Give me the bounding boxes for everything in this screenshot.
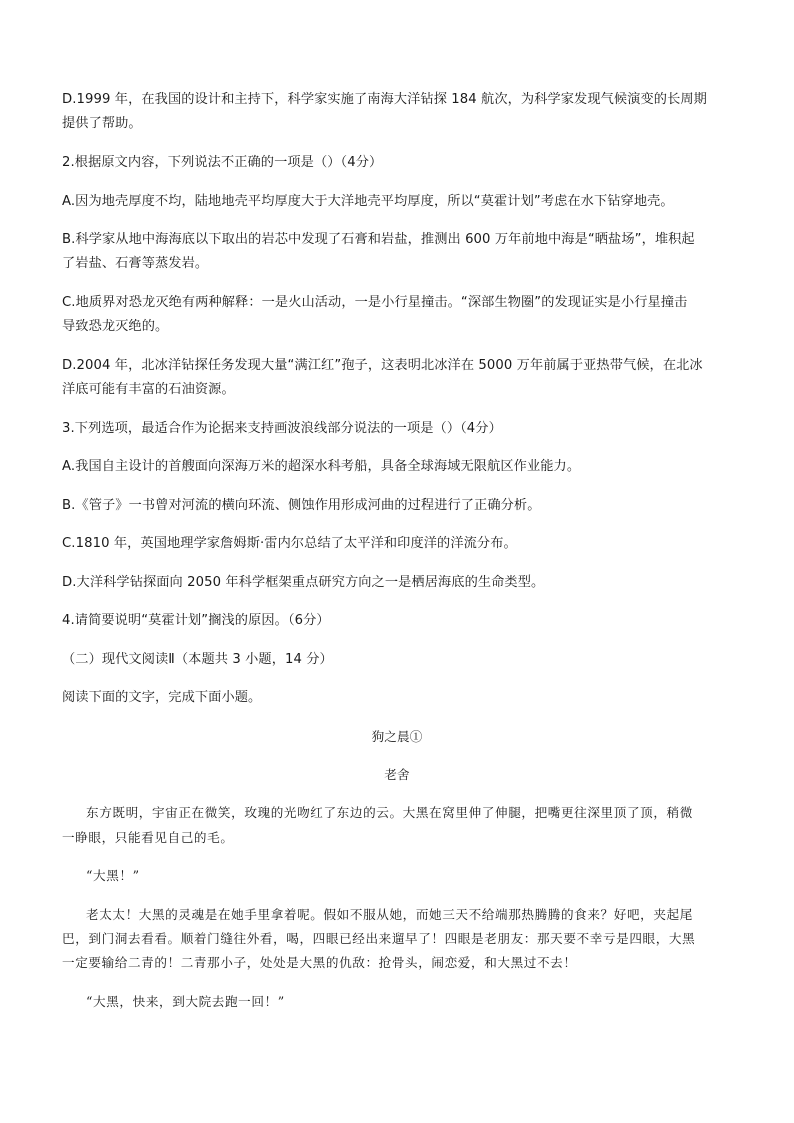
q3-option-c: C.1810 年，英国地理学家詹姆斯·雷内尔总结了太平洋和印度洋的洋流分布。: [62, 536, 517, 551]
passage-p1-line1: 东方既明，宇宙正在微笑，玫瑰的光吻红了东边的云。大黑在窝里伸了伸腿，把嘴更往深里顶了顶，稍微: [86, 805, 693, 820]
passage-author: 老舍: [384, 767, 410, 782]
passage-title: 狗之晨①: [371, 729, 423, 744]
passage-p3-line2: 巴，到门洞去看看。顺着门缝往外看，喝，四眼已经出来遛早了！四眼是老朋友：那天要不幸亏是四眼，大黑: [62, 931, 696, 946]
q3-option-d: D.大洋科学钻探面向 2050 年科学框架重点研究方向之一是栖居海底的生命类型。: [62, 575, 545, 590]
passage-p4: “大黑，快来，到大院去跑一回！”: [86, 994, 285, 1009]
passage-p1-line2: 一睁眼，只能看见自己的毛。: [62, 830, 234, 845]
q2-option-d-line2: 洋底可能有丰富的石油资源。: [62, 382, 235, 397]
section2-instruction: 阅读下面的文字，完成下面小题。: [62, 690, 262, 705]
section2-heading: （二）现代文阅读Ⅱ（本题共 3 小题，14 分）: [62, 652, 333, 667]
passage-p3-line3: 一定要输给二青的！二青那小子，处处是大黑的仇敌：抢骨头，闹恋爱，和大黑过不去！: [62, 955, 577, 970]
q2-option-a: A.因为地壳厚度不均，陆地地壳平均厚度大于大洋地壳平均厚度，所以“莫霍计划”考虑在水下钻穿地壳。: [62, 194, 674, 209]
passage-p2: “大黑！”: [86, 868, 140, 883]
q3-stem: 3.下列选项，最适合作为论据来支持画波浪线部分说法的一项是（）（4分）: [62, 421, 502, 436]
q1-option-d-line2: 提供了帮助。: [62, 116, 142, 131]
passage-p3-line1: 老太太！大黑的灵魂是在她手里拿着呢。假如不服从她，而她三天不给端那热腾腾的食来？好吧，夹起尾: [86, 907, 693, 922]
q2-option-c-line2: 导致恐龙灭绝的。: [62, 319, 169, 334]
q2-option-d-line1: D.2004 年，北冰洋钻探任务发现大量“满江红”孢子，这表明北冰洋在 5000 万年前属于亚热带气候，在北冰: [62, 358, 703, 373]
q1-option-d-line1: D.1999 年，在我国的设计和主持下，科学家实施了南海大洋钻探 184 航次，为科学家发现气候演变的长周期: [62, 92, 707, 107]
q3-option-b: B.《管子》一书曾对河流的横向环流、侧蚀作用形成河曲的过程进行了正确分析。: [62, 498, 541, 513]
q2-stem: 2.根据原文内容，下列说法不正确的一项是（）（4分）: [62, 155, 383, 170]
q2-option-c-line1: C.地质界对恐龙灭绝有两种解释：一是火山活动，一是小行星撞击。“深部生物圈”的发现证实是小行星撞击: [62, 295, 688, 310]
q3-option-a: A.我国自主设计的首艘面向深海万米的超深水科考船，具备全球海域无限航区作业能力。: [62, 459, 581, 474]
q2-option-b-line2: 了岩盐、石膏等蒸发岩。: [62, 256, 209, 271]
q2-option-b-line1: B.科学家从地中海海底以下取出的岩芯中发现了石膏和岩盐，推测出 600 万年前地中海是“晒盐场”，堆积起: [62, 232, 695, 247]
q4-stem: 4.请简要说明“莫霍计划”搁浅的原因。（6分）: [62, 613, 330, 628]
